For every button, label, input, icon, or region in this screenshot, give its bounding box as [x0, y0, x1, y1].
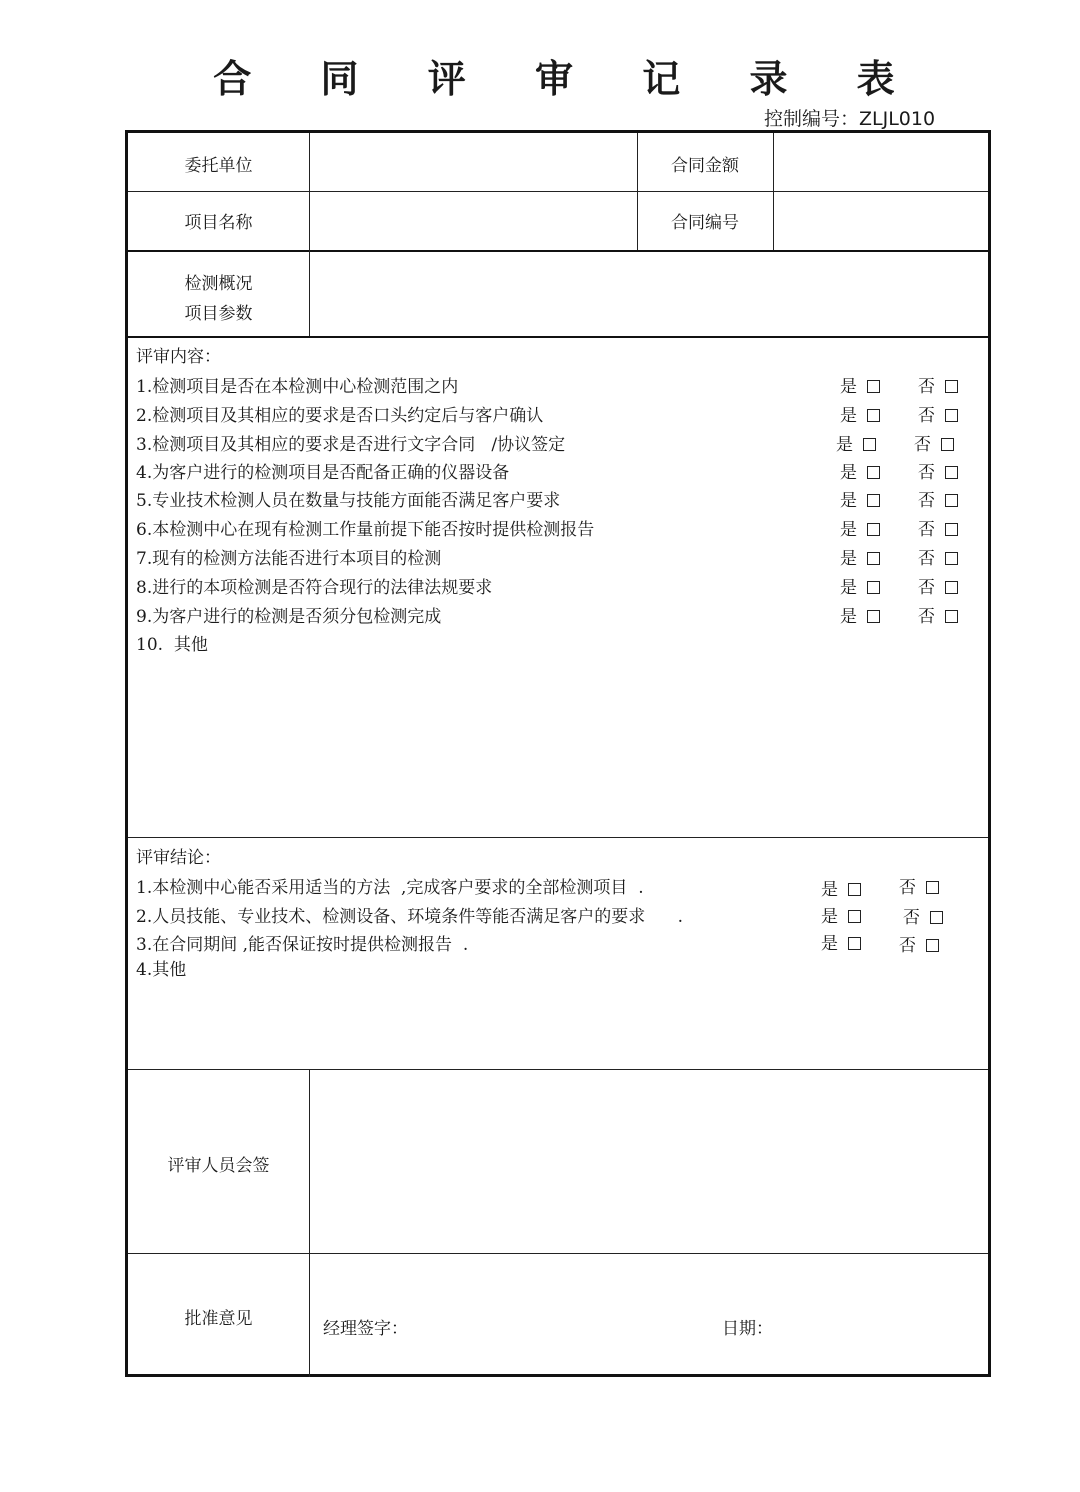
date-label: 日期： — [722, 1319, 773, 1339]
yes-checkbox[interactable] — [848, 937, 861, 950]
manager-signature-label: 经理签字： — [323, 1319, 408, 1339]
row-divider — [128, 1253, 988, 1254]
no-option[interactable] — [918, 573, 958, 598]
no-option[interactable] — [914, 430, 954, 455]
review-item: 8.进行的本项检测是否符合现行的法律法规要求 — [136, 578, 493, 598]
yes-checkbox[interactable] — [867, 494, 880, 507]
contract-amount-label: 合同金额 — [671, 156, 739, 176]
row-divider — [128, 191, 988, 192]
yes-label: 是 — [840, 491, 857, 511]
review-item: 6.本检测中心在现有检测工作量前提下能否按时提供检测报告 — [136, 520, 595, 540]
row-divider — [128, 1069, 988, 1070]
review-item: 9.为客户进行的检测是否须分包检测完成 — [136, 607, 442, 627]
no-checkbox[interactable] — [945, 494, 958, 507]
no-checkbox[interactable] — [926, 939, 939, 952]
yes-option[interactable] — [840, 458, 880, 483]
yes-label: 是 — [840, 406, 857, 426]
parameters-label: 项目参数 — [184, 304, 253, 324]
yes-option[interactable] — [840, 401, 880, 426]
yes-checkbox[interactable] — [848, 910, 861, 923]
no-option[interactable] — [903, 903, 943, 928]
no-checkbox[interactable] — [926, 881, 939, 894]
no-label: 否 — [918, 406, 935, 426]
overview-label: 检测概况 — [184, 274, 253, 294]
row-divider — [128, 336, 988, 338]
approval-label: 批准意见 — [184, 1309, 253, 1329]
no-label: 否 — [914, 435, 931, 455]
no-label: 否 — [899, 936, 916, 956]
yes-checkbox[interactable] — [863, 438, 876, 451]
review-content-heading: 评审内容： — [136, 347, 221, 367]
review-item: 5.专业技术检测人员在数量与技能方面能否满足客户要求 — [136, 491, 561, 511]
review-conclusion-heading: 评审结论： — [136, 848, 221, 868]
review-item: 3.检测项目及其相应的要求是否进行文字合同 /协议签定 — [136, 435, 566, 455]
conclusion-item: 3.在合同期间 ,能否保证按时提供检测报告 . — [136, 935, 469, 955]
no-option[interactable] — [918, 372, 958, 397]
review-item: 4.为客户进行的检测项目是否配备正确的仪器设备 — [136, 463, 510, 483]
control-number: 控制编号：ZLJL010 — [764, 108, 936, 130]
col-divider — [773, 133, 774, 250]
yes-checkbox[interactable] — [867, 523, 880, 536]
yes-option[interactable] — [821, 902, 861, 927]
review-form-table — [125, 130, 991, 1377]
conclusion-item-other: 4.其他 — [136, 960, 187, 980]
no-checkbox[interactable] — [945, 380, 958, 393]
yes-label: 是 — [821, 934, 838, 954]
yes-label: 是 — [840, 549, 857, 569]
review-item: 1.检测项目是否在本检测中心检测范围之内 — [136, 377, 459, 397]
yes-label: 是 — [840, 377, 857, 397]
no-label: 否 — [918, 377, 935, 397]
yes-option[interactable] — [840, 544, 880, 569]
yes-label: 是 — [840, 463, 857, 483]
yes-label: 是 — [840, 578, 857, 598]
project-name-label: 项目名称 — [184, 213, 253, 233]
no-option[interactable] — [918, 458, 958, 483]
no-option[interactable] — [918, 486, 958, 511]
no-option[interactable] — [899, 931, 939, 956]
yes-label: 是 — [840, 607, 857, 627]
yes-label: 是 — [836, 435, 853, 455]
conclusion-item: 2.人员技能、专业技术、检测设备、环境条件等能否满足客户的要求 . — [136, 907, 684, 927]
no-option[interactable] — [918, 544, 958, 569]
no-label: 否 — [899, 878, 916, 898]
yes-option[interactable] — [840, 515, 880, 540]
reviewers-signature-label: 评审人员会签 — [167, 1156, 270, 1176]
no-option[interactable] — [918, 401, 958, 426]
no-label: 否 — [918, 578, 935, 598]
yes-option[interactable] — [840, 573, 880, 598]
col-divider — [309, 133, 310, 336]
yes-checkbox[interactable] — [867, 581, 880, 594]
no-checkbox[interactable] — [945, 523, 958, 536]
no-label: 否 — [903, 908, 920, 928]
no-label: 否 — [918, 520, 935, 540]
conclusion-item: 1.本检测中心能否采用适当的方法 ,完成客户要求的全部检测项目 . — [136, 878, 644, 898]
review-item: 2.检测项目及其相应的要求是否口头约定后与客户确认 — [136, 406, 544, 426]
row-divider — [128, 250, 988, 252]
yes-checkbox[interactable] — [867, 380, 880, 393]
no-checkbox[interactable] — [945, 409, 958, 422]
no-checkbox[interactable] — [945, 552, 958, 565]
yes-label: 是 — [840, 520, 857, 540]
review-item: 7.现有的检测方法能否进行本项目的检测 — [136, 549, 442, 569]
client-unit-label: 委托单位 — [184, 156, 253, 176]
yes-checkbox[interactable] — [867, 466, 880, 479]
yes-option[interactable] — [821, 929, 861, 954]
yes-label: 是 — [821, 907, 838, 927]
no-checkbox[interactable] — [930, 911, 943, 924]
yes-checkbox[interactable] — [867, 409, 880, 422]
no-label: 否 — [918, 463, 935, 483]
no-label: 否 — [918, 549, 935, 569]
form-title: 合 同 评 审 记 录 表 — [213, 57, 923, 101]
yes-option[interactable] — [821, 875, 861, 900]
no-checkbox[interactable] — [945, 581, 958, 594]
review-item-other: 10. 其他 — [136, 635, 208, 655]
no-option[interactable] — [899, 873, 939, 898]
yes-checkbox[interactable] — [867, 552, 880, 565]
contract-number-label: 合同编号 — [671, 213, 739, 233]
yes-option[interactable] — [840, 602, 880, 627]
col-divider — [309, 1069, 310, 1377]
yes-checkbox[interactable] — [867, 610, 880, 623]
no-checkbox[interactable] — [945, 466, 958, 479]
no-label: 否 — [918, 607, 935, 627]
yes-option[interactable] — [836, 430, 876, 455]
no-checkbox[interactable] — [945, 610, 958, 623]
no-option[interactable] — [918, 602, 958, 627]
yes-checkbox[interactable] — [848, 883, 861, 896]
no-option[interactable] — [918, 515, 958, 540]
yes-option[interactable] — [840, 372, 880, 397]
yes-label: 是 — [821, 880, 838, 900]
no-label: 否 — [918, 491, 935, 511]
row-divider — [128, 837, 988, 838]
yes-option[interactable] — [840, 486, 880, 511]
no-checkbox[interactable] — [941, 438, 954, 451]
